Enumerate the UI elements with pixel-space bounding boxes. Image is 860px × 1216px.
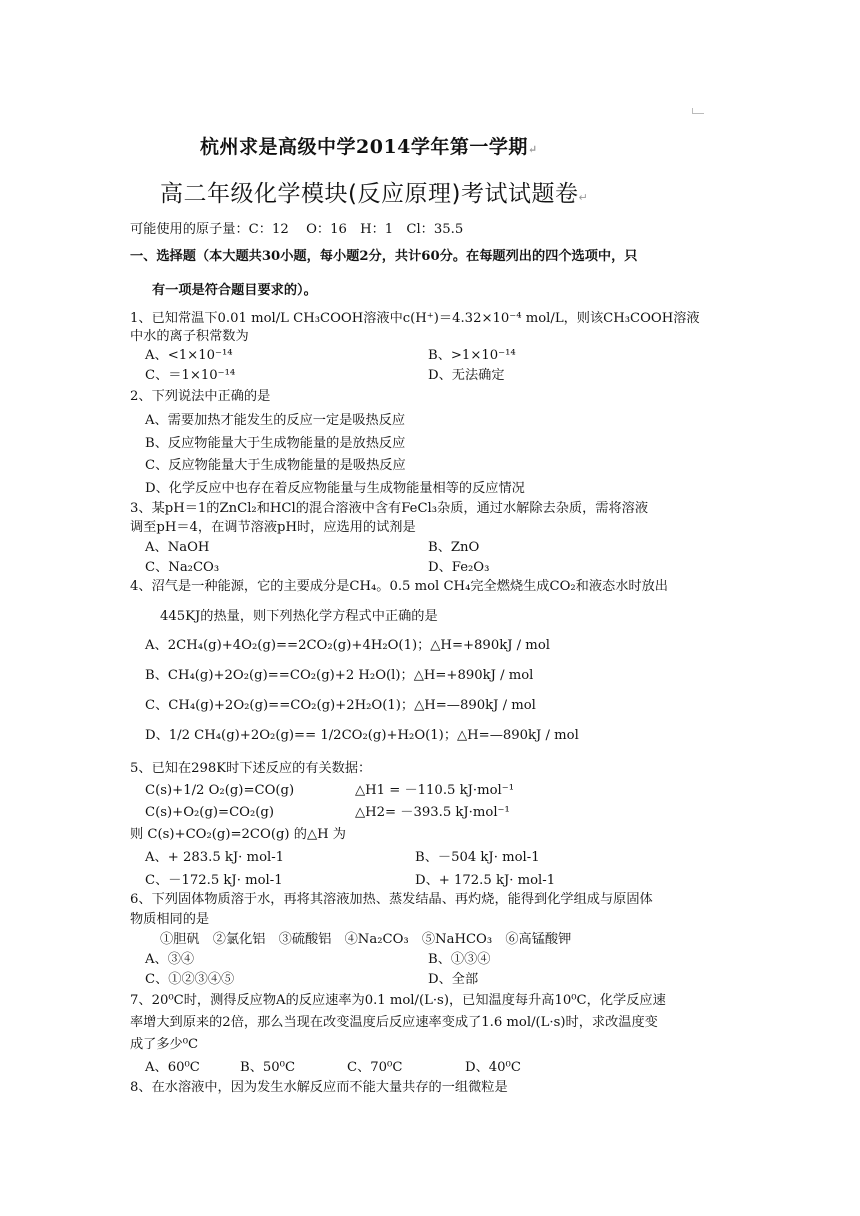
q2-option-d: D、化学反应中也存在着反应物能量与生成物能量相等的反应情况 xyxy=(145,481,525,496)
q7-line1: 7、20⁰C时，测得反应物A的反应速率为0.1 mol/(L·s)，已知温度每升高10⁰C，化学反应速 xyxy=(130,993,666,1008)
section-heading-line1: 一、选择题（本大题共30小题，每小题2分，共计60分。在每题列出的四个选项中，只 xyxy=(130,249,638,264)
q1-option-a: A、<1×10⁻¹⁴ xyxy=(145,348,233,363)
section-heading-line2: 有一项是符合题目要求的）。 xyxy=(152,283,317,298)
q5-eq2-right: △H2= －393.5 kJ·mol⁻¹ xyxy=(355,805,510,820)
school-title: 杭州求是高级中学2014学年第一学期↵ xyxy=(200,136,538,158)
q3-option-a: A、NaOH xyxy=(145,540,210,555)
q5-option-b: B、－504 kJ· mol-1 xyxy=(415,850,540,865)
q7-option-d: D、40⁰C xyxy=(465,1060,521,1075)
q7-option-c: C、70⁰C xyxy=(347,1060,403,1075)
exam-title: 高二年级化学模块(反应原理)考试试题卷↵ xyxy=(160,181,589,207)
q5-option-d: D、+ 172.5 kJ· mol-1 xyxy=(415,873,556,888)
q7-option-a: A、60⁰C xyxy=(145,1060,200,1075)
q6-option-a: A、③④ xyxy=(145,952,195,967)
q5-option-c: C、－172.5 kJ· mol-1 xyxy=(145,873,283,888)
q7-line2: 率增大到原来的2倍，那么当现在改变温度后反应速率变成了1.6 mol/(L·s)时，求改温度变 xyxy=(130,1015,658,1030)
q4-line1: 4、沼气是一种能源，它的主要成分是CH₄。0.5 mol CH₄完全燃烧生成CO₂和液态水时放出 xyxy=(130,579,668,594)
q3-option-d: D、Fe₂O₃ xyxy=(428,560,490,575)
q3-line1: 3、某pH＝1的ZnCl₂和HCl的混合溶液中含有FeCl₃杂质，通过水解除去杂质，需将溶液 xyxy=(130,501,649,516)
q6-option-c: C、①②③④⑤ xyxy=(145,972,235,987)
q5-question: 则 C(s)+CO₂(g)=2CO(g) 的△H 为 xyxy=(130,827,346,842)
q4-option-a: A、2CH₄(g)+4O₂(g)==2CO₂(g)+4H₂O(1)；△H=+890kJ / mol xyxy=(145,638,550,653)
q1-option-d: D、无法确定 xyxy=(428,368,505,383)
q6-line2: 物质相同的是 xyxy=(130,912,210,927)
q4-line2: 445KJ的热量，则下列热化学方程式中正确的是 xyxy=(160,609,438,624)
q5-eq2-left: C(s)+O₂(g)=CO₂(g) xyxy=(145,805,274,820)
corner-mark-vertical xyxy=(692,108,693,114)
q2-option-a: A、需要加热才能发生的反应一定是吸热反应 xyxy=(145,413,406,428)
q6-line1: 6、下列固体物质溶于水，再将其溶液加热、蒸发结晶、再灼烧，能得到化学组成与原固体 xyxy=(130,892,653,907)
q3-line2: 调至pH＝4，在调节溶液pH时，应选用的试剂是 xyxy=(130,520,416,535)
q7-option-b: B、50⁰C xyxy=(240,1060,296,1075)
q6-option-d: D、全部 xyxy=(428,972,479,987)
q8-stem: 8、在水溶液中，因为发生水解反应而不能大量共存的一组微粒是 xyxy=(130,1080,508,1095)
q6-items: ①胆矾 ②氯化铝 ③硫酸铝 ④Na₂CO₃ ⑤NaHCO₃ ⑥高锰酸钾 xyxy=(160,932,572,947)
q1-line1: 1、已知常温下0.01 mol/L CH₃COOH溶液中c(H⁺)＝4.32×10⁻⁴ mol/L，则该CH₃COOH溶液 xyxy=(130,311,700,326)
q2-option-c: C、反应物能量大于生成物能量的是吸热反应 xyxy=(145,458,406,473)
q3-option-c: C、Na₂CO₃ xyxy=(145,560,220,575)
q4-option-b: B、CH₄(g)+2O₂(g)==CO₂(g)+2 H₂O(l)；△H=+890kJ / mol xyxy=(145,668,534,683)
atomic-masses: 可能使用的原子量：C：12 O：16 H：1 Cl：35.5 xyxy=(130,222,464,237)
q7-line3: 成了多少⁰C xyxy=(130,1037,199,1052)
q5-eq1-left: C(s)+1/2 O₂(g)=CO(g) xyxy=(145,783,295,798)
q5-eq1-right: △H1 = －110.5 kJ·mol⁻¹ xyxy=(355,783,514,798)
q4-option-d: D、1/2 CH₄(g)+2O₂(g)== 1/2CO₂(g)+H₂O(1)；△H=—890kJ / mol xyxy=(145,728,579,743)
q4-option-c: C、CH₄(g)+2O₂(g)==CO₂(g)+2H₂O(1)；△H=—890kJ / mol xyxy=(145,698,536,713)
q5-option-a: A、+ 283.5 kJ· mol-1 xyxy=(145,850,285,865)
corner-mark xyxy=(692,113,704,114)
q1-option-b: B、>1×10⁻¹⁴ xyxy=(428,348,516,363)
q2-option-b: B、反应物能量大于生成物能量的是放热反应 xyxy=(145,436,406,451)
q6-option-b: B、①③④ xyxy=(428,952,491,967)
q5-stem: 5、已知在298K时下述反应的有关数据： xyxy=(130,761,372,776)
q1-option-c: C、＝1×10⁻¹⁴ xyxy=(145,368,236,383)
q1-line2: 中水的离子积常数为 xyxy=(130,329,249,344)
q2-stem: 2、下列说法中正确的是 xyxy=(130,389,271,404)
q3-option-b: B、ZnO xyxy=(428,540,480,555)
